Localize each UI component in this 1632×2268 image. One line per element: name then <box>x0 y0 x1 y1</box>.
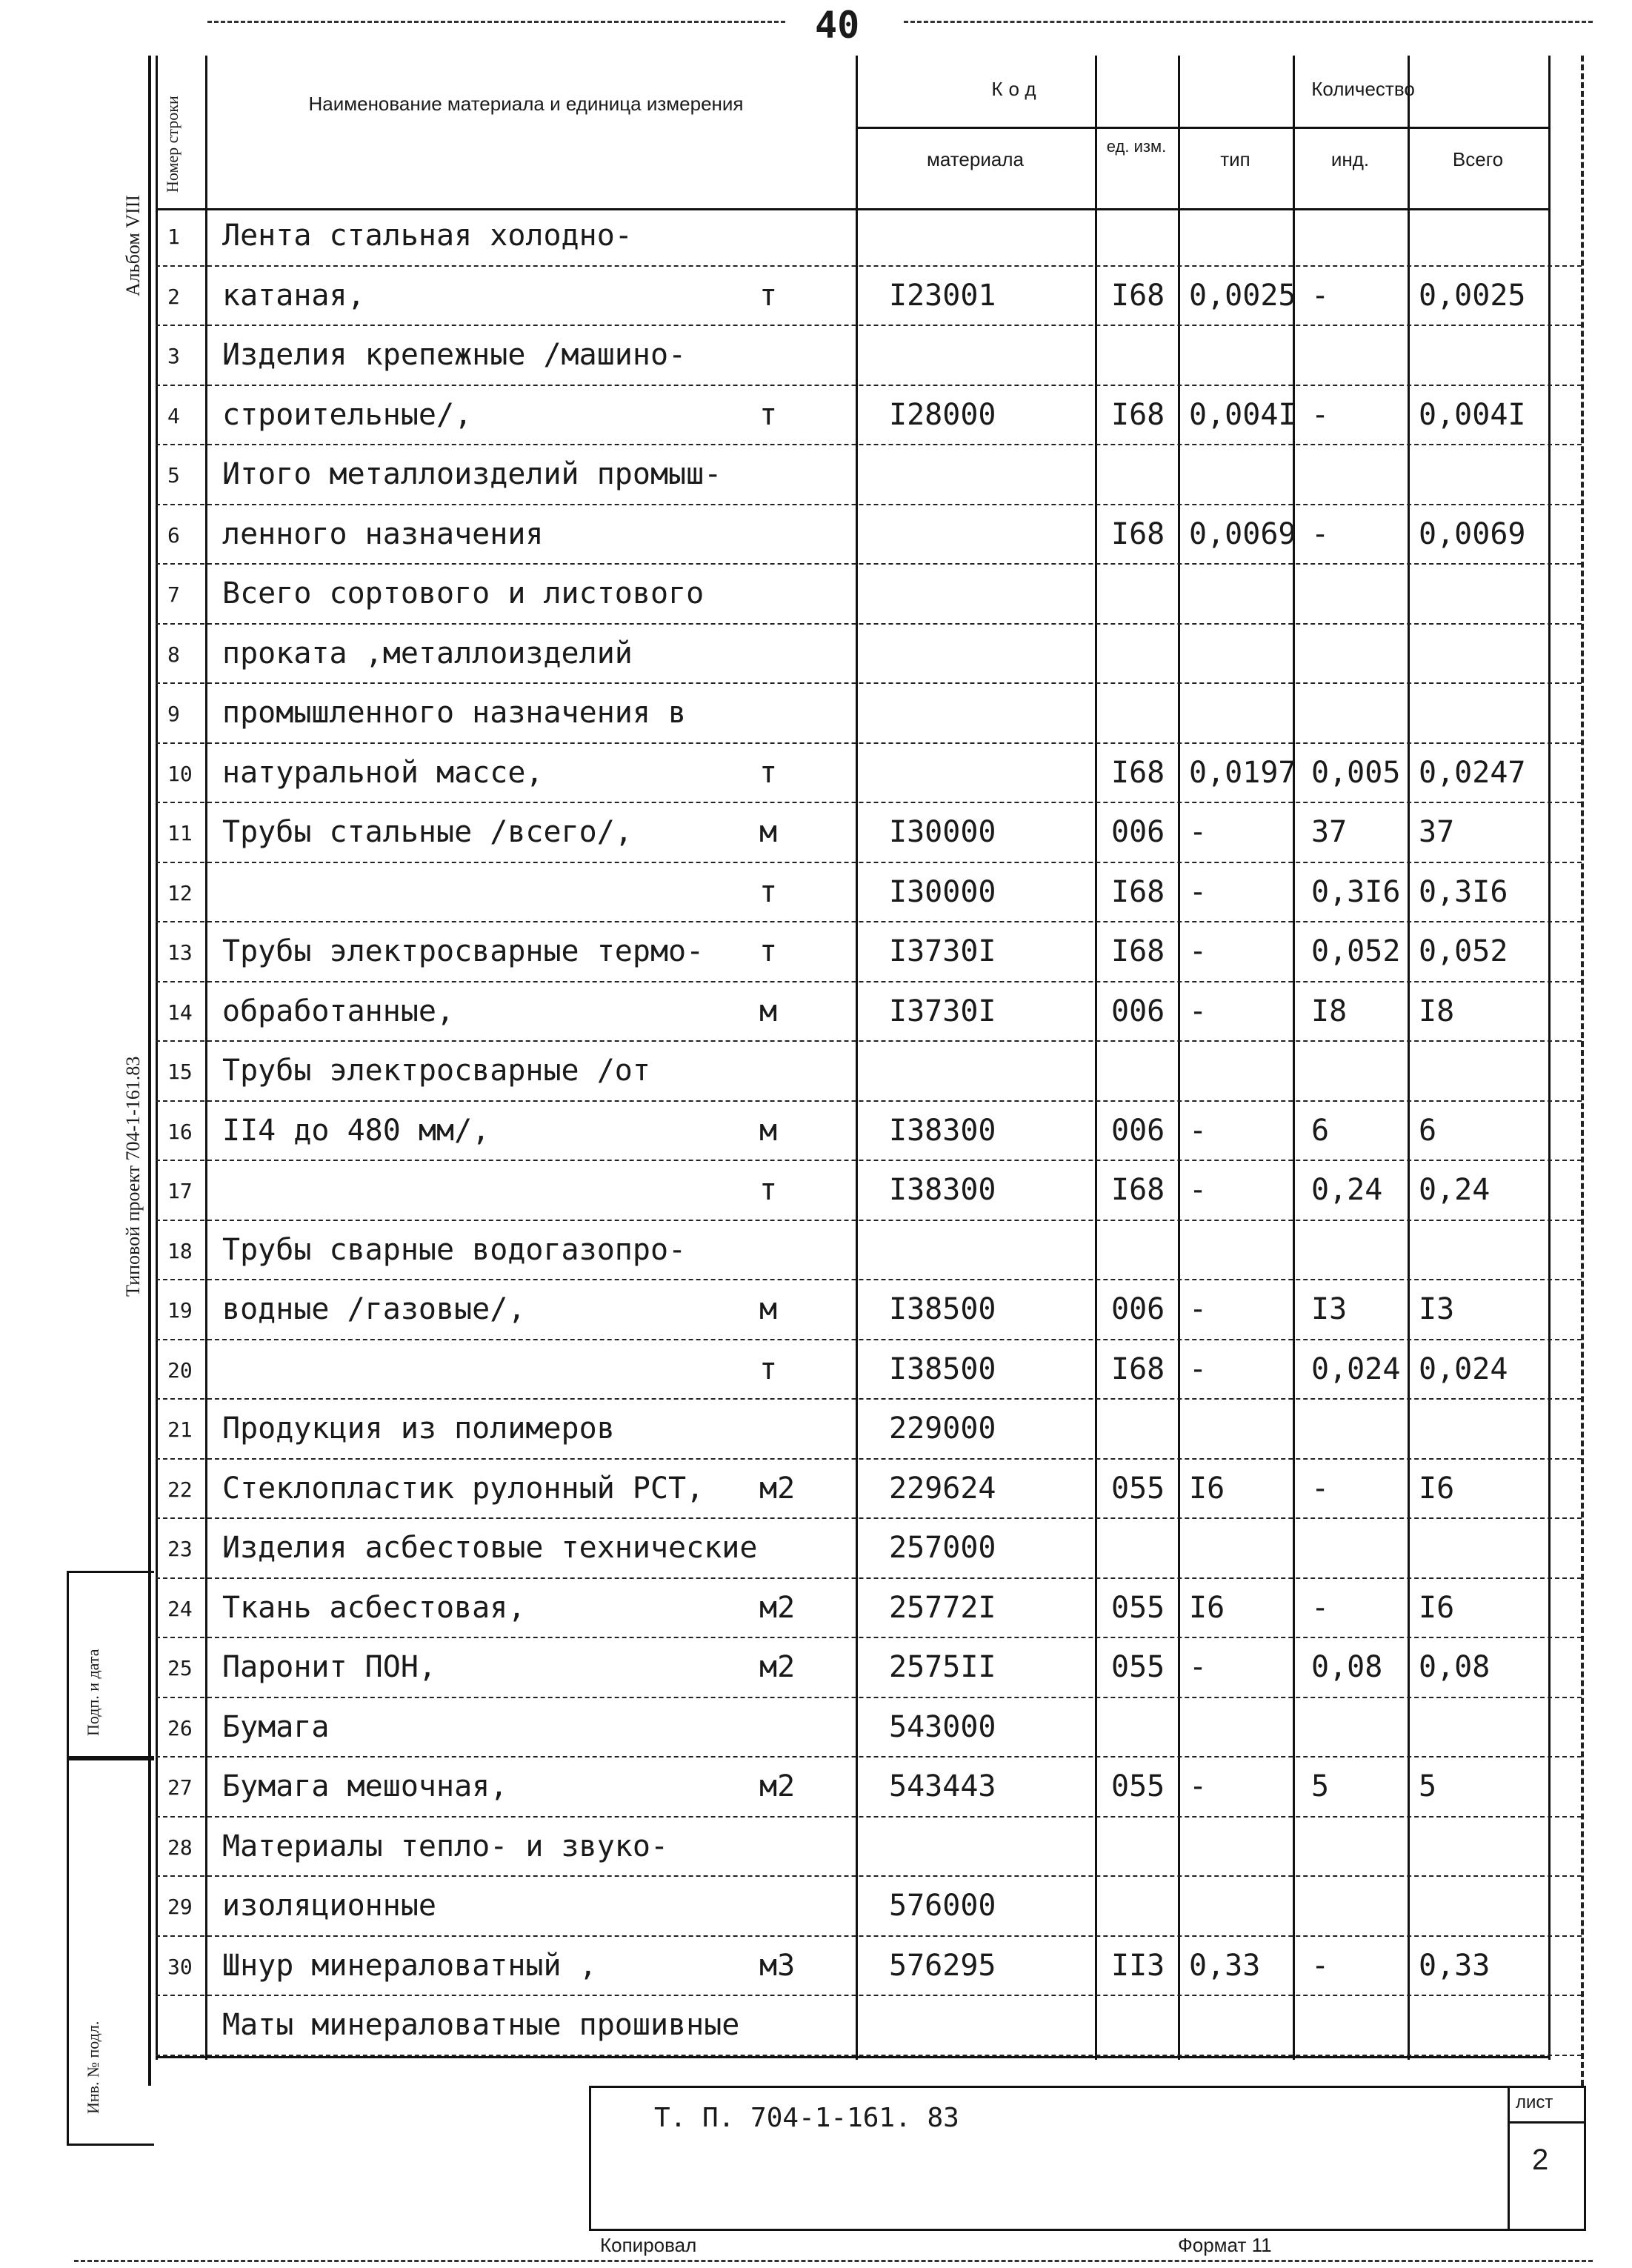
qty-total: 37 <box>1419 815 1455 849</box>
unit: м3 <box>759 1948 796 1983</box>
row-number: 16 <box>167 1119 193 1144</box>
material-code: 2575II <box>889 1650 996 1684</box>
qty-ind: - <box>1311 397 1330 432</box>
row-divider <box>156 1398 1582 1400</box>
row-divider <box>156 1458 1582 1460</box>
album-label: Альбом VIII <box>122 194 144 296</box>
table-row <box>156 327 1582 382</box>
unit-code: 006 <box>1111 815 1165 849</box>
row-divider <box>156 1697 1582 1698</box>
row-divider <box>156 1160 1582 1161</box>
row-number: 28 <box>167 1835 193 1860</box>
row-number: 8 <box>167 642 180 667</box>
qty-typ: 0,0069 <box>1189 516 1296 551</box>
row-number: 10 <box>167 761 193 786</box>
sheet-label: лист <box>1516 2092 1553 2112</box>
unit-code: 055 <box>1111 1769 1165 1803</box>
row-number: 6 <box>167 522 180 548</box>
qty-total: I3 <box>1419 1292 1455 1326</box>
material-code: I38500 <box>889 1292 996 1326</box>
material-name: Бумага <box>222 1709 330 1744</box>
row-divider <box>156 1995 1582 1996</box>
qty-typ: - <box>1189 1173 1208 1207</box>
materials-table <box>156 56 1582 2060</box>
table-row <box>156 1461 1582 1515</box>
material-code: I38500 <box>889 1351 996 1386</box>
qty-typ: - <box>1189 1351 1208 1386</box>
material-name: Всего сортового и листового <box>222 576 705 611</box>
qty-typ: - <box>1189 1292 1208 1326</box>
qty-total: 0,004I <box>1419 397 1526 432</box>
material-name: Бумага мешочная, <box>222 1769 508 1803</box>
material-name: промышленного назначения в <box>222 696 687 730</box>
material-name: Трубы стальные /всего/, <box>222 815 633 849</box>
row-divider <box>156 742 1582 744</box>
row-number: 5 <box>167 463 180 488</box>
material-name: Лента стальная холодно- <box>222 219 633 253</box>
side-stamp-label-2: Инв. № подл. <box>84 2021 102 2114</box>
table-row <box>156 208 1582 262</box>
qty-total: 0,24 <box>1419 1173 1491 1207</box>
table-row <box>156 507 1582 561</box>
qty-typ: - <box>1189 1769 1208 1803</box>
material-name: ленного назначения <box>222 516 544 551</box>
unit-code: 006 <box>1111 1292 1165 1326</box>
unit-code: 055 <box>1111 1471 1165 1506</box>
row-number: 11 <box>167 821 193 845</box>
qty-typ: 0,33 <box>1189 1948 1261 1983</box>
table-row <box>156 865 1582 919</box>
footer-format: Формат 11 <box>1178 2234 1272 2256</box>
qty-ind: 37 <box>1311 815 1348 849</box>
row-number: 23 <box>167 1537 193 1561</box>
material-code: I38300 <box>889 1173 996 1207</box>
sheet-number: 2 <box>1532 2144 1549 2176</box>
qty-ind: 0,024 <box>1311 1351 1401 1386</box>
table-row <box>156 1580 1582 1635</box>
header-code-unit: ед. изм. <box>1106 137 1167 156</box>
row-number: 13 <box>167 940 193 965</box>
unit-code: I68 <box>1111 874 1165 909</box>
header-qty-group: Количество <box>1311 78 1415 100</box>
qty-ind: - <box>1311 1948 1330 1983</box>
row-number: 14 <box>167 1000 193 1025</box>
material-code: I23001 <box>889 278 996 313</box>
qty-total: 0,024 <box>1419 1351 1508 1386</box>
header-material-name: Наименование материала и единица измерения <box>308 93 744 115</box>
row-divider <box>156 623 1582 625</box>
table-row <box>156 1819 1582 1873</box>
table-row <box>156 1163 1582 1217</box>
unit: т <box>759 397 778 432</box>
row-number: 22 <box>167 1477 193 1502</box>
table-row <box>156 1640 1582 1694</box>
project-code: Т. П. 704-1-161. 83 <box>654 2103 959 2133</box>
qty-typ: I6 <box>1189 1471 1225 1506</box>
material-code: 257000 <box>889 1531 996 1565</box>
row-number: 19 <box>167 1298 193 1323</box>
row-divider <box>156 921 1582 922</box>
material-name: Продукция из полимеров <box>222 1411 615 1446</box>
row-divider <box>156 1279 1582 1280</box>
top-dashed-line <box>207 21 785 23</box>
table-row <box>156 1700 1582 1754</box>
row-number: 1 <box>167 225 180 249</box>
table-row <box>156 745 1582 799</box>
row-number: 18 <box>167 1238 193 1263</box>
material-code: 229624 <box>889 1471 996 1506</box>
row-divider <box>156 444 1582 445</box>
qty-ind: 0,08 <box>1311 1650 1383 1684</box>
material-name: проката ,металлоизделий <box>222 636 633 671</box>
qty-total: I6 <box>1419 1590 1455 1625</box>
table-row <box>156 924 1582 978</box>
row-divider <box>156 1220 1582 1221</box>
unit: м2 <box>759 1590 796 1625</box>
qty-typ: I6 <box>1189 1590 1225 1625</box>
material-name: Изделия крепежные /машино- <box>222 338 687 372</box>
top-dashed-line-right <box>904 21 1593 23</box>
unit: м2 <box>759 1650 796 1684</box>
material-code: 543443 <box>889 1769 996 1803</box>
qty-ind: 6 <box>1311 1113 1330 1148</box>
table-row <box>156 984 1582 1038</box>
qty-ind: - <box>1311 1471 1330 1506</box>
qty-total: 0,08 <box>1419 1650 1491 1684</box>
row-number: 20 <box>167 1357 193 1383</box>
unit: м2 <box>759 1471 796 1506</box>
material-name: Шнур минераловатный , <box>222 1948 597 1983</box>
table-row <box>156 447 1582 501</box>
qty-total: 0,3I6 <box>1419 874 1508 909</box>
qty-total: 0,33 <box>1419 1948 1491 1983</box>
header-code-group: Код <box>991 78 1042 100</box>
table-row <box>156 1878 1582 1932</box>
row-number: 4 <box>167 403 180 428</box>
header-row-no: Номер строки <box>163 96 181 193</box>
qty-ind: 0,052 <box>1311 934 1401 968</box>
qty-typ: - <box>1189 815 1208 849</box>
unit: т <box>759 1173 778 1207</box>
material-code: I30000 <box>889 874 996 909</box>
title-block <box>589 2086 1586 2231</box>
row-number: 26 <box>167 1715 193 1740</box>
sheet-divider <box>1510 2121 1584 2124</box>
material-name: Маты минераловатные прошивные <box>222 2008 740 2042</box>
material-name: изоляционные <box>222 1889 436 1923</box>
unit: т <box>759 755 778 790</box>
page-number: 40 <box>815 4 860 47</box>
material-name: Паронит ПОН, <box>222 1650 436 1684</box>
material-code: 576000 <box>889 1889 996 1923</box>
footer-copied: Копировал <box>600 2234 697 2256</box>
row-divider <box>156 1517 1582 1519</box>
row-divider <box>156 1875 1582 1877</box>
row-divider <box>156 563 1582 565</box>
row-divider <box>156 504 1582 505</box>
row-number: 24 <box>167 1596 193 1621</box>
qty-typ: 0,004I <box>1189 397 1296 432</box>
material-name: Изделия асбестовые технические <box>222 1531 758 1565</box>
row-number: 7 <box>167 582 180 607</box>
row-divider <box>156 862 1582 863</box>
sheet-box <box>1508 2088 1584 2229</box>
qty-typ: - <box>1189 1113 1208 1148</box>
material-name: Итого металлоизделий промыш- <box>222 457 722 491</box>
material-code: I3730I <box>889 934 996 968</box>
header-qty-total: Всего <box>1452 148 1504 170</box>
qty-total: 0,0025 <box>1419 278 1526 313</box>
qty-total: 0,0247 <box>1419 755 1526 790</box>
material-name: Трубы электросварные /от <box>222 1054 650 1088</box>
unit: т <box>759 874 778 909</box>
material-name: Стеклопластик рулонный РСТ, <box>222 1471 705 1506</box>
row-divider <box>156 1756 1582 1757</box>
table-row <box>156 1938 1582 1992</box>
row-number: 15 <box>167 1060 193 1084</box>
unit-code: I68 <box>1111 397 1165 432</box>
material-code: I28000 <box>889 397 996 432</box>
material-name: Ткань асбестовая, <box>222 1590 526 1625</box>
unit-code: II3 <box>1111 1948 1165 1983</box>
qty-total: I6 <box>1419 1471 1455 1506</box>
qty-total: 6 <box>1419 1113 1437 1148</box>
row-divider <box>156 802 1582 803</box>
unit: т <box>759 1351 778 1386</box>
unit-code: I68 <box>1111 755 1165 790</box>
qty-total: 5 <box>1419 1769 1437 1803</box>
material-code: 229000 <box>889 1411 996 1446</box>
unit: т <box>759 278 778 313</box>
row-divider <box>156 1040 1582 1042</box>
table-row <box>156 626 1582 680</box>
table-row <box>156 1043 1582 1097</box>
qty-ind: I3 <box>1311 1292 1348 1326</box>
table-row <box>156 388 1582 442</box>
row-divider <box>156 1339 1582 1340</box>
material-name: катаная, <box>222 278 365 313</box>
unit-code: 055 <box>1111 1590 1165 1625</box>
material-name: Трубы сварные водогазопро- <box>222 1232 687 1267</box>
row-number: 27 <box>167 1775 193 1800</box>
row-number: 17 <box>167 1179 193 1203</box>
row-divider <box>156 385 1582 386</box>
side-stamp-box-lower <box>67 1756 154 2146</box>
bottom-dashed-line <box>74 2260 1593 2262</box>
qty-typ: 0,0197 <box>1189 755 1296 790</box>
row-divider <box>156 265 1582 267</box>
unit: м2 <box>759 1769 796 1803</box>
table-row <box>156 566 1582 620</box>
side-stamp-box-upper <box>67 1571 154 1760</box>
material-name: II4 до 480 мм/, <box>222 1113 490 1148</box>
project-label: Типовой проект 704-1-161.83 <box>122 1056 144 1297</box>
qty-total: 0,052 <box>1419 934 1508 968</box>
qty-total: 0,0069 <box>1419 516 1526 551</box>
row-divider <box>156 682 1582 684</box>
qty-typ: 0,0025 <box>1189 278 1296 313</box>
row-number: 9 <box>167 702 180 726</box>
unit: м <box>759 1292 778 1326</box>
qty-typ: - <box>1189 874 1208 909</box>
material-name: Трубы электросварные термо- <box>222 934 705 968</box>
table-row <box>156 1759 1582 1813</box>
qty-typ: - <box>1189 1650 1208 1684</box>
header-code-material: материала <box>927 148 1024 170</box>
material-name: строительные/, <box>222 397 473 432</box>
qty-typ: - <box>1189 934 1208 968</box>
unit-code: I68 <box>1111 278 1165 313</box>
table-bottom-line <box>156 2056 1548 2058</box>
table-row <box>156 1342 1582 1396</box>
qty-ind: I8 <box>1311 994 1348 1028</box>
material-code: 543000 <box>889 1709 996 1744</box>
qty-ind: - <box>1311 516 1330 551</box>
unit-code: I68 <box>1111 516 1165 551</box>
unit: м <box>759 1113 778 1148</box>
qty-ind: 0,005 <box>1311 755 1401 790</box>
table-row <box>156 268 1582 322</box>
material-name: водные /газовые/, <box>222 1292 526 1326</box>
material-name: обработанные, <box>222 994 455 1028</box>
row-divider <box>156 1100 1582 1102</box>
unit-code: I68 <box>1111 1173 1165 1207</box>
table-row <box>156 1103 1582 1157</box>
row-divider <box>156 325 1582 326</box>
side-stamp-label-1: Подп. и дата <box>84 1649 102 1736</box>
row-divider <box>156 1935 1582 1937</box>
material-code: 576295 <box>889 1948 996 1983</box>
qty-ind: - <box>1311 1590 1330 1625</box>
row-number: 25 <box>167 1656 193 1680</box>
row-divider <box>156 1637 1582 1638</box>
table-row <box>156 805 1582 859</box>
unit-code: 055 <box>1111 1650 1165 1684</box>
material-code: I30000 <box>889 815 996 849</box>
material-name: Материалы тепло- и звуко- <box>222 1829 669 1863</box>
unit-code: 006 <box>1111 1113 1165 1148</box>
header-qty-ind: инд. <box>1330 148 1370 170</box>
table-row <box>156 1223 1582 1277</box>
header-mid-line <box>856 127 1548 129</box>
qty-typ: - <box>1189 994 1208 1028</box>
unit: м <box>759 815 778 849</box>
row-number: 21 <box>167 1417 193 1442</box>
qty-ind: 0,3I6 <box>1311 874 1401 909</box>
material-code: 25772I <box>889 1590 996 1625</box>
row-divider <box>156 1577 1582 1579</box>
qty-ind: - <box>1311 278 1330 313</box>
table-row <box>156 685 1582 739</box>
row-number: 30 <box>167 1954 193 1979</box>
qty-ind: 5 <box>1311 1769 1330 1803</box>
table-row <box>156 1998 1582 2052</box>
row-number: 3 <box>167 344 180 368</box>
table-row <box>156 1401 1582 1455</box>
unit-code: 006 <box>1111 994 1165 1028</box>
unit: м <box>759 994 778 1028</box>
table-row <box>156 1282 1582 1336</box>
unit-code: I68 <box>1111 1351 1165 1386</box>
row-number: 12 <box>167 880 193 905</box>
material-name: натуральной массе, <box>222 755 544 790</box>
row-number: 29 <box>167 1895 193 1919</box>
table-row <box>156 1520 1582 1574</box>
row-divider <box>156 981 1582 982</box>
qty-ind: 0,24 <box>1311 1173 1383 1207</box>
unit: т <box>759 934 778 968</box>
unit-code: I68 <box>1111 934 1165 968</box>
qty-total: I8 <box>1419 994 1455 1028</box>
row-divider <box>156 1816 1582 1818</box>
header-qty-typ: тип <box>1220 148 1250 170</box>
row-number: 2 <box>167 284 180 309</box>
material-code: I3730I <box>889 994 996 1028</box>
material-code: I38300 <box>889 1113 996 1148</box>
